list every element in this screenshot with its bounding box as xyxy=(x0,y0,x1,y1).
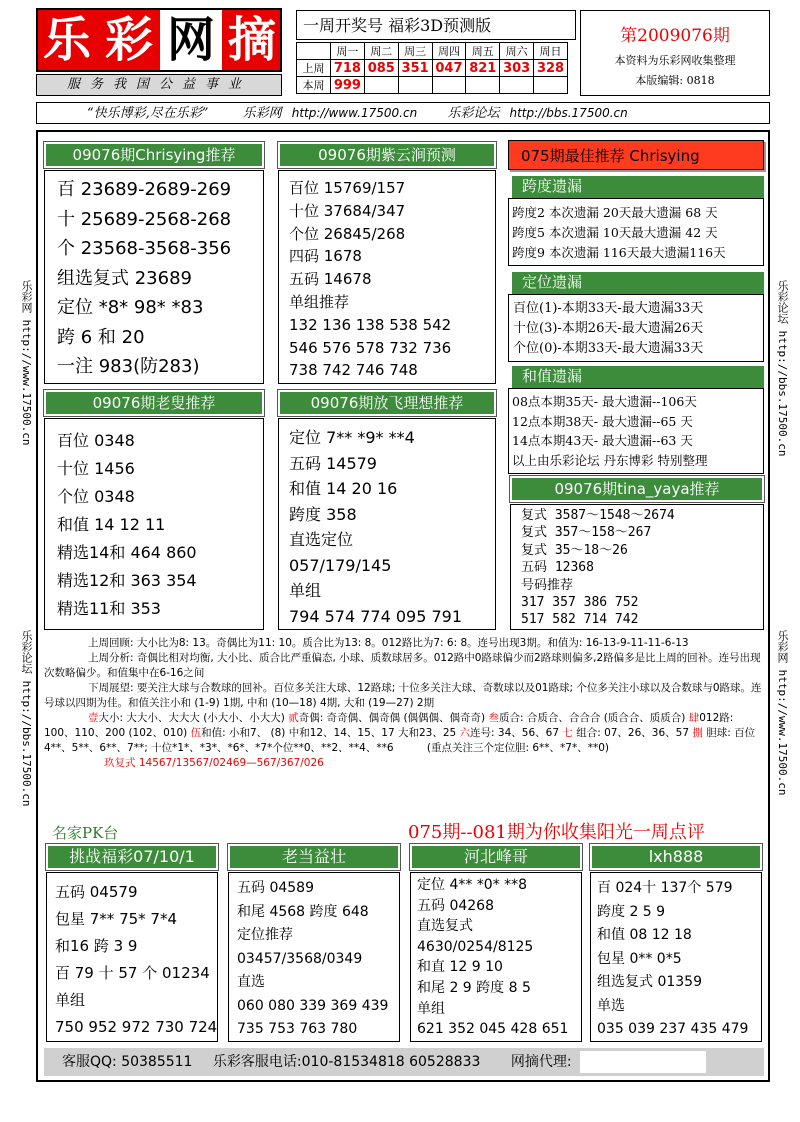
side-text-left-bottom: 乐彩论坛 http://bbs.17500.cn xyxy=(20,630,33,807)
tina-line: 复式 357～158～267 xyxy=(521,525,652,541)
issue-editor: 本版编辑: 0818 xyxy=(635,74,715,87)
last-week-number: 821 xyxy=(466,60,500,77)
laosou-line: 十位 1456 xyxy=(57,459,135,478)
chrisying-line: 一注 983(防283) xyxy=(57,356,200,377)
tina-line: 复式 3587～1548～2674 xyxy=(521,508,675,523)
logo-char: 乐 xyxy=(42,12,91,68)
tina-line: 五码 12368 xyxy=(521,560,594,576)
fangfei-line: 和值 14 20 16 xyxy=(289,479,398,498)
pk1-line: 单组 xyxy=(55,991,86,1009)
pk3-box xyxy=(410,872,582,1042)
pick-text: 大小: 大大小、大大大 (小大小、小大大) xyxy=(98,712,285,724)
banner-forum-label: 乐彩论坛 xyxy=(447,106,500,121)
pick-tag: 叁 xyxy=(488,712,499,724)
pick-text: 和值: 小和7、 (8) 中和12、14、15、17 大和23、25 xyxy=(201,727,457,739)
chrisying-box xyxy=(44,170,264,384)
experts-headline: 075期--081期为你收集阳光一周点评 xyxy=(408,822,705,843)
span-miss-line: 跨度9 本次遗漏 116天最大遗漏116天 xyxy=(512,245,726,260)
last-week-number: 351 xyxy=(398,60,432,77)
pk3-line: 和直 12 9 10 xyxy=(417,959,503,976)
day-header: 周二 xyxy=(364,43,398,60)
footer-agent: 网摘代理: xyxy=(510,1054,572,1070)
footer-phone: 乐彩客服电话:010-81534818 60528833 xyxy=(212,1054,481,1070)
pick-tag: 伍 xyxy=(190,727,202,739)
tina-line: 复式 35～18～26 xyxy=(521,542,628,558)
pk4-title: lxh888 xyxy=(590,844,762,870)
laosou-line: 精选14和 464 860 xyxy=(57,543,197,562)
header-title: 一周开奖号 福彩3D预测版 xyxy=(296,10,576,40)
ziyun-line: 546 576 578 732 736 xyxy=(289,338,452,357)
this-week-label: 本周 xyxy=(297,77,331,94)
fangfei-line: 跨度 358 xyxy=(289,504,357,524)
logo-chars xyxy=(36,8,282,72)
footer-agent-field[interactable] xyxy=(580,1051,706,1073)
last-week-label: 上周 xyxy=(297,60,331,77)
this-week-number xyxy=(500,77,534,94)
laosou-line: 百位 0348 xyxy=(57,431,135,450)
pick-text: 连号: 34、56、67 xyxy=(470,727,560,739)
pk4-line: 组选复式 01359 xyxy=(597,974,702,990)
pk3-line: 单组 xyxy=(417,1000,445,1017)
banner-forum-url[interactable]: http://bbs.17500.cn xyxy=(509,106,628,120)
this-week-number xyxy=(364,77,398,94)
laosou-line: 精选12和 363 354 xyxy=(57,571,197,590)
pick-text: 奇偶: 奇奇偶、偶奇偶 (偶偶偶、偶奇奇) xyxy=(298,712,486,724)
tina-title: 09076期tina_yaya推荐 xyxy=(510,476,764,502)
ziyun-line: 四码 1678 xyxy=(289,247,362,266)
span-miss-title: 跨度遗漏 xyxy=(512,176,764,198)
this-week-number xyxy=(534,77,568,94)
laosou-line: 个位 0348 xyxy=(57,487,135,506)
last-week-number: 085 xyxy=(364,60,398,77)
fangfei-line: 定位 7** *9* **4 xyxy=(289,428,415,447)
pk2-line: 直选 xyxy=(237,974,265,990)
this-week-number xyxy=(432,77,466,94)
pk3-line: 五码 04268 xyxy=(417,897,494,914)
day-header: 周日 xyxy=(534,43,568,60)
ziyun-title: 09076期紫云涧预测 xyxy=(278,142,496,168)
banner xyxy=(36,102,770,124)
pk4-line: 百 024十 137个 579 xyxy=(597,880,733,896)
chrisying-line: 定位 *8* 98* *83 xyxy=(57,297,204,318)
pk1-line: 五码 04579 xyxy=(55,883,138,901)
span-miss-box xyxy=(508,198,764,266)
fangfei-title: 09076期放飞理想推荐 xyxy=(278,390,496,416)
pk2-line: 五码 04589 xyxy=(237,880,314,896)
pos-miss-line: 百位(1)-本期33天-最大遗漏33天 xyxy=(513,301,704,316)
tina-line: 号码推荐 xyxy=(521,577,574,593)
ziyun-line: 132 136 138 538 542 xyxy=(289,315,452,334)
side-text-left-top: 乐彩网 http://www.17500.cn xyxy=(20,280,33,446)
sum-miss-line: 12点本期38天- 最大遗漏--65 天 xyxy=(512,413,693,429)
chrisying-line: 跨 6 和 20 xyxy=(57,326,145,348)
footer-qq: 客服QQ: 50385511 xyxy=(62,1054,193,1070)
day-header: 周一 xyxy=(331,43,365,60)
laosou-line: 和值 14 12 11 xyxy=(57,515,166,534)
pk1-line: 和16 跨 3 9 xyxy=(55,937,138,955)
pk2-line: 和尾 4568 跨度 648 xyxy=(237,903,369,920)
pick-tag: 六 xyxy=(459,727,471,739)
ziyun-line: 十位 37684/347 xyxy=(289,201,406,220)
week-header-blank xyxy=(297,43,331,60)
pk3-line: 直选复式 xyxy=(417,918,473,935)
analysis-picks xyxy=(44,711,764,756)
pk2-line: 735 753 763 780 xyxy=(237,1021,358,1037)
fangfei-line: 五码 14579 xyxy=(289,453,377,473)
fangfei-box xyxy=(278,418,496,630)
ziyun-line: 单组推荐 xyxy=(289,292,350,311)
pick-text: 组合: 07、26、36、57 xyxy=(572,727,690,739)
banner-site-url[interactable]: http://www.17500.cn xyxy=(291,106,418,120)
pk4-line: 单选 xyxy=(597,997,625,1014)
pk3-line: 621 352 045 428 651 xyxy=(417,1021,569,1038)
best-title: 075期最佳推荐 Chrisying xyxy=(508,140,764,170)
analysis-review: 上周回顾: 大小比为8: 13。奇偶比为11: 10。质合比为13: 8。012路比为7: 6: 8。连号出现3期。和值为: 16-13-9-11-11-6-13 xyxy=(88,637,689,649)
last-week-number: 718 xyxy=(331,60,365,77)
sum-miss-line: 08点本期35天- 最大遗漏--106天 xyxy=(512,394,697,409)
this-week-number xyxy=(398,77,432,94)
logo-char: 网 xyxy=(160,10,222,70)
tina-box xyxy=(510,504,764,630)
pick-text: 012路: 100、110、200 (102、010) xyxy=(44,712,734,739)
logo-char: 彩 xyxy=(104,12,153,68)
this-week-number xyxy=(466,77,500,94)
span-miss-line: 跨度2 本次遗漏 20天最大遗漏 68 天 xyxy=(512,205,718,220)
chrisying-title: 09076期Chrisying推荐 xyxy=(44,142,264,168)
pk4-box xyxy=(590,872,762,1042)
logo-slogan: 服务我国公益事业 xyxy=(36,74,282,96)
last-week-number: 303 xyxy=(500,60,534,77)
ziyun-line: 738 742 746 748 xyxy=(289,361,418,380)
pick-note: (重点关注三个定位胆: 6**、*7*、**0) xyxy=(426,742,609,754)
side-text-right-bottom: 乐彩网 http://www.17500.cn xyxy=(776,630,789,796)
pk4-line: 包星 0** 0*5 xyxy=(597,950,682,967)
pk2-box xyxy=(228,872,400,1042)
side-text-right-top: 乐彩论坛 http://bbs.17500.cn xyxy=(776,280,789,457)
fangfei-line: 单组 xyxy=(289,581,322,600)
this-week-number: 999 xyxy=(331,77,365,94)
logo-char: 摘 xyxy=(227,12,276,68)
pos-miss-box xyxy=(508,294,764,362)
day-header: 周三 xyxy=(398,43,432,60)
fangfei-line: 794 574 774 095 791 xyxy=(289,606,463,626)
banner-site-label: 乐彩网 xyxy=(242,106,282,121)
pk1-line: 包星 7** 75* 7*4 xyxy=(55,910,178,928)
pos-miss-line: 十位(3)-本期26天-最大遗漏26天 xyxy=(513,321,704,336)
pk1-line: 百 79 十 57 个 01234 xyxy=(55,964,210,982)
last-week-number: 328 xyxy=(534,60,568,77)
analysis-lucky: 玖复式 14567/13567/02469—567/367/026 xyxy=(104,757,324,769)
ziyun-line: 个位 26845/268 xyxy=(289,224,406,243)
chrisying-line: 个 23568-3568-356 xyxy=(57,238,232,259)
week-results-table xyxy=(296,42,568,94)
issue-note: 本资料为乐彩网收集整理 xyxy=(614,54,736,67)
pk2-line: 060 080 339 369 439 xyxy=(237,997,389,1014)
pick-text: 质合: 合质合、合合合 (质合合、质质合) xyxy=(499,712,686,724)
fangfei-line: 直选定位 xyxy=(289,530,354,549)
tina-line: 317 357 386 752 xyxy=(521,595,639,611)
pick-tag: 肆 xyxy=(688,712,700,724)
banner-motto: “快乐博彩,尽在乐彩” xyxy=(87,106,209,121)
analysis-outlook: 下周展望: 要关注大球与合数球的回补。百位多关注大球、12路球; 十位多关注大球、奇数球以及01路球; 个位多关注小球以及合数球与0路球。连号球以四期为佳。和值关注小和 (1-9) 1期, 中和 (10—18) 4期, 大和 (19—27) 2期 xyxy=(44,682,762,709)
span-miss-line: 跨度5 本次遗漏 10天最大遗漏 42 天 xyxy=(512,225,718,240)
pick-tag: 捌 xyxy=(692,727,703,739)
sum-miss-line: 14点本期43天- 最大遗漏--63 天 xyxy=(512,433,693,448)
chrisying-line: 组选复式 23689 xyxy=(57,267,192,289)
pk3-line: 4630/0254/8125 xyxy=(417,938,534,955)
sum-miss-line: 以上由乐彩论坛 丹东博彩 特别整理 xyxy=(512,452,708,468)
laosou-line: 精选11和 353 xyxy=(57,599,161,618)
pk1-title: 挑战福彩07/10/1 xyxy=(46,844,218,870)
last-week-number: 047 xyxy=(432,60,466,77)
day-header: 周五 xyxy=(466,43,500,60)
pk2-line: 03457/3568/0349 xyxy=(237,950,363,967)
pos-miss-line: 个位(0)-本期33天-最大遗漏33天 xyxy=(513,341,704,356)
pick-text: 胆球: 百位4**、5**、6**、7**; 十位*1*、*3*、*6*、*7*个位**0、**2、**4、**6 xyxy=(44,727,756,754)
pk4-line: 和值 08 12 18 xyxy=(597,927,692,943)
ziyun-line: 五码 14678 xyxy=(289,270,372,289)
pk1-line: 750 952 972 730 724 xyxy=(55,1018,218,1036)
pk4-line: 跨度 2 5 9 xyxy=(597,903,666,920)
fangfei-line: 057/179/145 xyxy=(289,555,392,575)
day-header: 周四 xyxy=(432,43,466,60)
pk3-line: 定位 4** *0* **8 xyxy=(417,877,528,893)
pk3-title: 河北峰哥 xyxy=(410,844,582,870)
experts-label: 名家PK台 xyxy=(52,824,119,842)
analysis-analysis: 上周分析: 奇偶比相对均衡, 大小比、质合比严重偏态, 小球、质数球居多。012路中0路球偏少而2路球则偏多,2路偏多是比上周的回补。连号出现次数略偏少。和值集中在6-16之间 xyxy=(44,652,761,679)
ziyun-box xyxy=(278,170,496,384)
pk1-box xyxy=(46,872,218,1042)
pick-tag: 七 xyxy=(562,727,573,739)
chrisying-line: 百 23689-2689-269 xyxy=(57,179,232,200)
chrisying-line: 十 25689-2568-268 xyxy=(57,208,232,230)
pk2-title: 老当益壮 xyxy=(228,844,400,870)
day-header: 周六 xyxy=(500,43,534,60)
pick-tag: 壹 xyxy=(88,712,99,724)
tina-line: 517 582 714 742 xyxy=(521,612,639,628)
laosou-title: 09076期老叟推荐 xyxy=(44,390,264,416)
pk2-line: 定位推荐 xyxy=(237,927,293,943)
laosou-box xyxy=(44,418,264,630)
issue-number: 第2009076期 xyxy=(620,26,730,46)
pos-miss-title: 定位遗漏 xyxy=(512,272,764,294)
footer-bar xyxy=(44,1048,764,1076)
issue-box xyxy=(580,10,770,96)
pk4-line: 035 039 237 435 479 xyxy=(597,1021,749,1037)
sum-miss-title: 和值遗漏 xyxy=(512,366,764,388)
pick-tag: 贰 xyxy=(288,712,299,724)
pk3-line: 和尾 2 9 跨度 8 5 xyxy=(417,979,531,996)
ziyun-line: 百位 15769/157 xyxy=(289,179,406,197)
sum-miss-box xyxy=(508,388,764,474)
analysis-section xyxy=(44,636,764,771)
